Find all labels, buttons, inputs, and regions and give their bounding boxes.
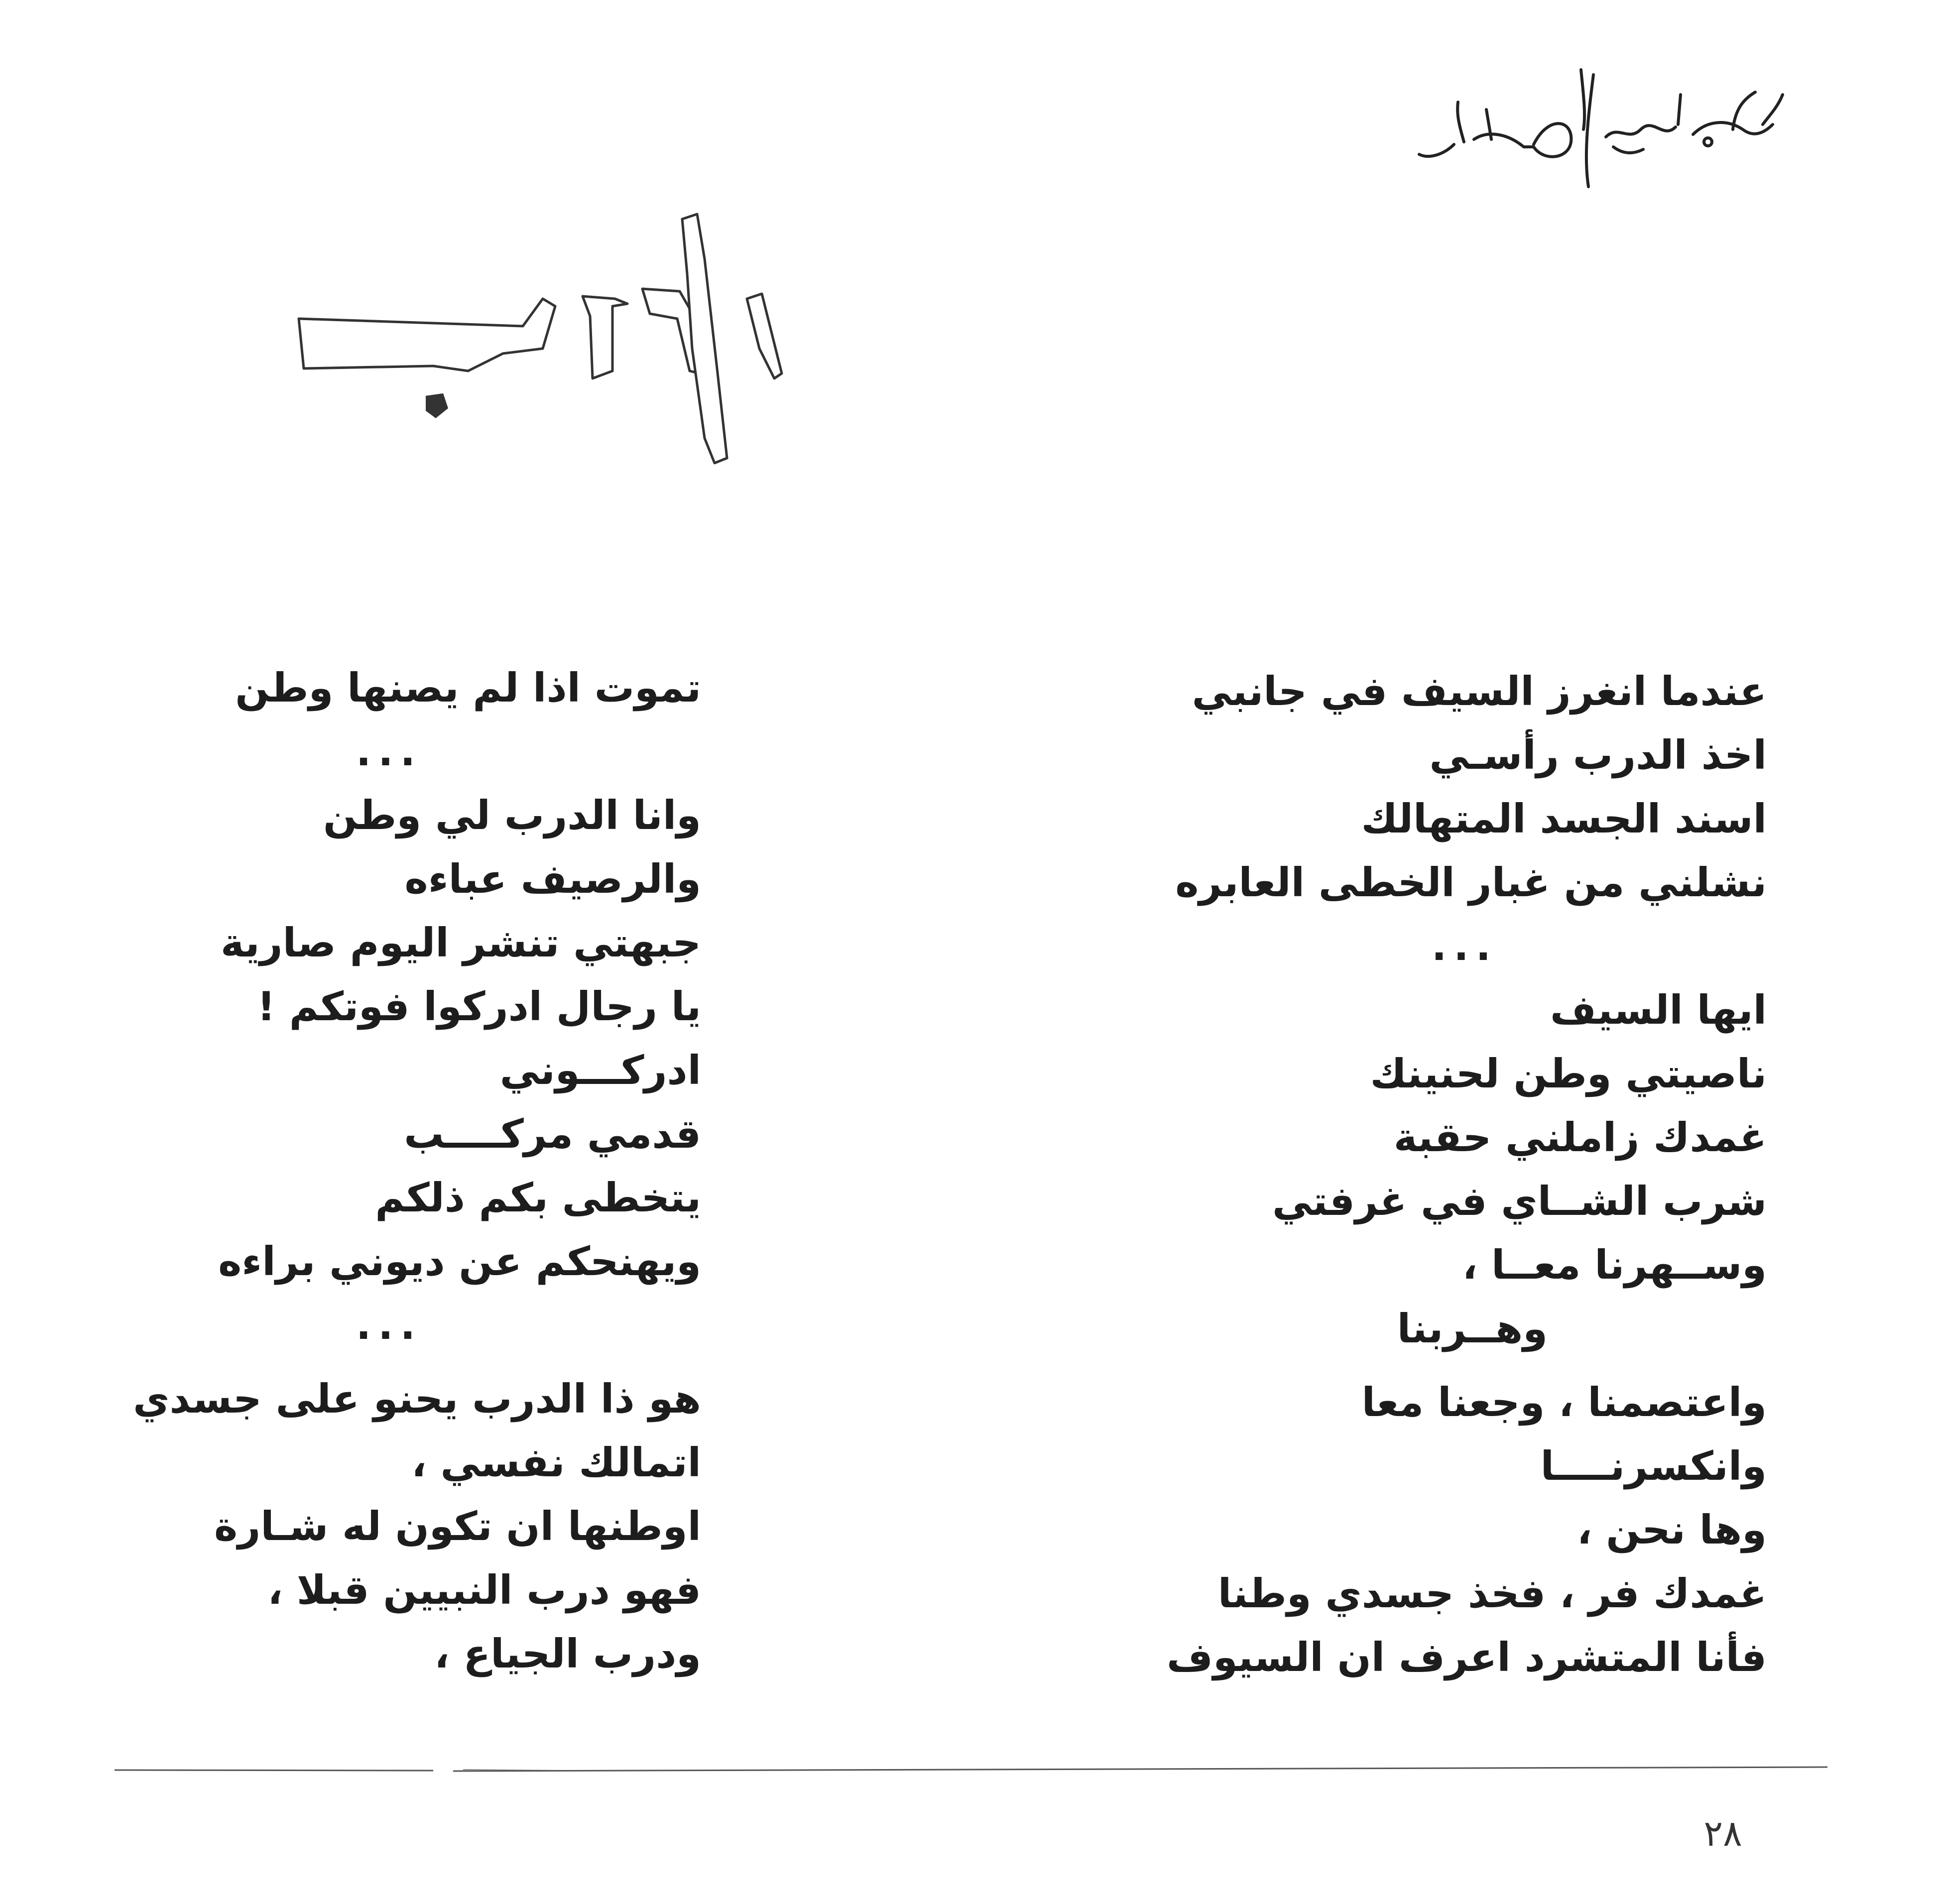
verse-line: ايها السيف [1550,987,1767,1033]
verse-line: غمدك فر ، فخذ جسدي وطنا [1217,1570,1767,1617]
verse-line: ودرب الجياع ، [434,1631,701,1677]
stanza-separator: ... [356,1302,422,1348]
verse-line: اوطنها ان تكون له شـارة [214,1503,701,1549]
verse-line: اسند الجسد المتهالك [1361,796,1767,842]
verse-line: اتمالك نفسي ، [411,1439,701,1486]
verse-line: وســهرنا معــا ، [1462,1242,1767,1288]
author-signature [1384,55,1808,204]
poem-column-right [1020,660,1767,1689]
verse-line: غمدك زاملني حقبة [1393,1114,1767,1161]
verse-line: ناصيتي وطن لحنينك [1370,1051,1767,1097]
page-number: ٢٨ [1703,1812,1742,1854]
verse-line: اخذ الدرب رأسـي [1429,732,1767,778]
verse-line: هو ذا الدرب يحنو على جسدي [133,1376,701,1422]
verse-line: ويهنحكم عن ديوني براءه [218,1238,701,1285]
poem-column-left [54,656,701,1686]
verse-line: شرب الشــاي في غرفتي [1272,1178,1767,1224]
verse-line: يا رجال ادركوا فوتكم ! [257,983,701,1030]
verse-line: فأنا المتشرد اعرف ان السيوف [1167,1634,1767,1680]
verse-line: واعتصمنا ، وجعنا معا [1361,1379,1767,1426]
verse-line: جبهتي تنشر اليوم صارية [221,920,701,966]
stanza-separator: ... [356,728,422,775]
stanza-separator: ... [1431,923,1498,969]
poem-title-calligraphy [284,199,792,478]
verse-line: نشلني من غبار الخطى العابره [1175,859,1767,906]
verse-line: تموت اذا لم يصنها وطن [235,665,701,711]
verse-line: عندما انغرز السيف في جانبي [1192,668,1767,714]
footer-rule [115,1765,1827,1775]
verse-line: فهو درب النبيين قبلا ، [267,1567,701,1613]
verse-line: وها نحن ، [1576,1507,1767,1553]
verse-line: قدمي مركــــب [404,1111,701,1157]
verse-line: ادركـــوني [499,1047,701,1093]
verse-line: وانكسرنــــا [1540,1443,1767,1489]
verse-line: يتخطى بكم ذلكم [375,1175,701,1221]
verse-line: والرصيف عباءه [404,856,701,902]
verse-line: وانا الدرب لي وطن [323,792,701,838]
verse-line: وهــربنا [1397,1306,1548,1352]
